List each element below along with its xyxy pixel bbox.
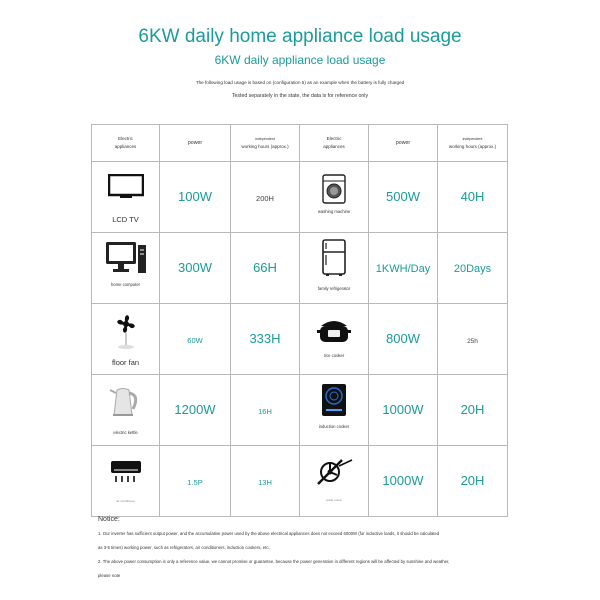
- appliance-cell: [300, 233, 369, 304]
- power-cell: 300W: [160, 233, 231, 304]
- appliance-name: home computer: [110, 282, 141, 287]
- notice-line: please note: [98, 573, 121, 578]
- table-header-row: [92, 125, 508, 162]
- appliance-name: family refrigerator: [317, 286, 351, 291]
- appliance-cell: [92, 233, 160, 304]
- page-title: 6KW daily home appliance load usage: [138, 26, 462, 47]
- water-pump-icon: [314, 456, 354, 488]
- power-cell: 500W: [369, 162, 438, 233]
- appliance-name: induction cooker: [318, 424, 350, 429]
- header-cell: independent working hours (approx.): [231, 125, 300, 162]
- notice-line: 2. The above power consumption is only a reference value, we cannot promise or guarantee, because the power generation in different regions will be affected by sunshine and weather,: [98, 559, 450, 564]
- table-row: [92, 304, 508, 375]
- power-cell: 1200W: [160, 375, 231, 446]
- appliance-name: floor fan: [111, 358, 140, 367]
- table-row: [92, 375, 508, 446]
- hours-cell: 333H: [231, 304, 300, 375]
- appliance-name: air conditioner: [116, 499, 135, 503]
- appliance-cell: [92, 304, 160, 375]
- appliance-name: LCD TV: [112, 215, 139, 224]
- rice-cooker-icon: [317, 316, 351, 344]
- refrigerator-icon: [322, 239, 346, 277]
- appliance-name: rice cooker: [323, 353, 345, 358]
- appliance-cell: [300, 446, 369, 517]
- appliance-cell: [300, 304, 369, 375]
- hours-cell: 40H: [438, 162, 508, 233]
- header-cell: Electric appliances: [300, 125, 369, 162]
- hours-cell: 13H: [231, 446, 300, 517]
- air-conditioner-icon: [110, 460, 142, 484]
- hours-cell: 25h: [438, 304, 508, 375]
- appliance-cell: [92, 375, 160, 446]
- header-cell: power: [160, 125, 231, 162]
- hours-cell: 20Days: [438, 233, 508, 304]
- appliance-name: electric kettle: [113, 430, 138, 435]
- appliance-cell: [300, 375, 369, 446]
- intro-line-1: The following load usage is based on (configuration 5) as an example when the battery is fully charged: [195, 80, 405, 85]
- kettle-icon: [109, 385, 143, 417]
- notice-line: 1. Our inverter has sufficient output power, and the accumulative power used by the above electrical appliances does not exceed 6000W (for inductive loads, it should be calculated: [98, 531, 440, 536]
- appliance-cell: [92, 446, 160, 517]
- hours-cell: 66H: [231, 233, 300, 304]
- load-usage-table: [91, 124, 508, 517]
- power-cell: 1.5P: [160, 446, 231, 517]
- fan-icon: [113, 312, 139, 350]
- computer-icon: [105, 241, 147, 275]
- power-cell: 1KWH/Day: [369, 233, 438, 304]
- table-row: [92, 233, 508, 304]
- appliance-name: washing machine: [317, 209, 351, 214]
- power-cell: 1000W: [369, 446, 438, 517]
- intro-line-2: Tested separately in the state, the data is for reference only: [231, 93, 369, 99]
- header-cell: Electric appliances: [92, 125, 160, 162]
- notice-title: Notice:: [98, 516, 120, 523]
- induction-cooker-icon: [321, 383, 347, 417]
- page-subtitle: 6KW daily appliance load usage: [214, 53, 386, 67]
- hours-cell: 20H: [438, 446, 508, 517]
- power-cell: 1000W: [369, 375, 438, 446]
- hours-cell: 20H: [438, 375, 508, 446]
- power-cell: 100W: [160, 162, 231, 233]
- hours-cell: 200H: [231, 162, 300, 233]
- notice-section: [98, 516, 518, 587]
- appliance-cell: [92, 162, 160, 233]
- table-row: [92, 446, 508, 517]
- header-cell: independent working hours (approx.): [438, 125, 508, 162]
- hours-cell: 16H: [231, 375, 300, 446]
- notice-line: as 3-5 times) working power, such as refrigerators, air conditioners, induction cookers, etc.: [98, 545, 270, 550]
- header-cell: power: [369, 125, 438, 162]
- appliance-name: water pump: [326, 498, 342, 502]
- table-row: [92, 162, 508, 233]
- washing-machine-icon: [322, 174, 346, 204]
- tv-icon: [108, 174, 144, 200]
- power-cell: 60W: [160, 304, 231, 375]
- appliance-cell: [300, 162, 369, 233]
- power-cell: 800W: [369, 304, 438, 375]
